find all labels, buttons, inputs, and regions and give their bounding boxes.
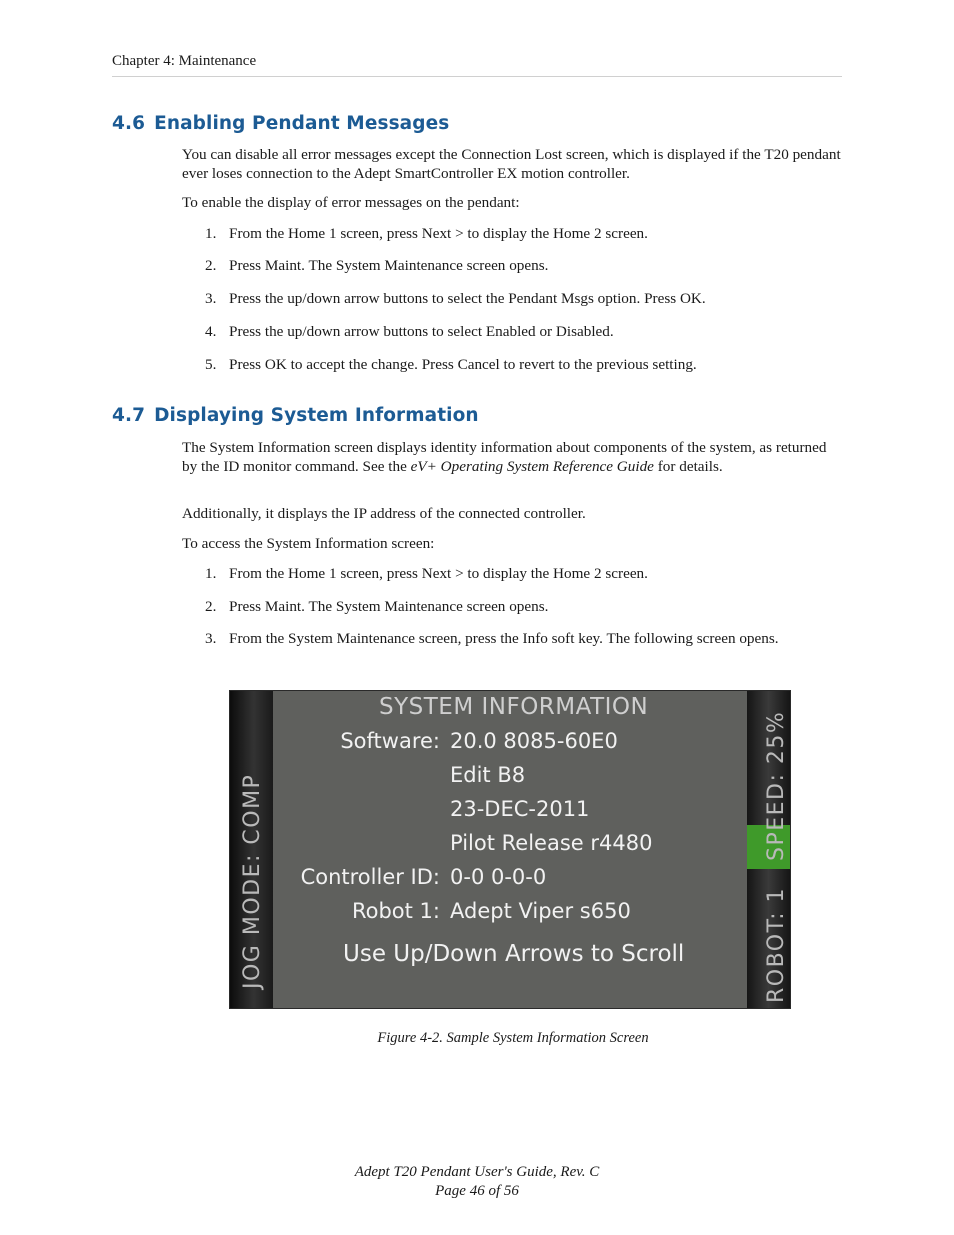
section-number: 4.6 <box>112 113 146 134</box>
step-text: Press Maint. The System Maintenance screen opens. <box>229 257 549 274</box>
step-number: 3. <box>205 290 217 307</box>
section-4-7-para2: Additionally, it displays the IP address of the connected controller. <box>182 505 586 522</box>
software-edit-value: Edit B8 <box>450 763 526 787</box>
intro-text: The System Information screen displays identity information about components of the system, as returned by the ID monitor command. See the <box>182 439 827 475</box>
software-value: 20.0 8085-60E0 <box>450 729 618 753</box>
step-number: 1. <box>205 565 217 582</box>
system-information-screen <box>229 690 791 1009</box>
step-number: 1. <box>205 225 217 242</box>
step-number: 3. <box>205 630 217 647</box>
speed-label: SPEED: 25% <box>764 710 789 861</box>
jog-mode-label: JOG MODE: COMP <box>240 773 265 989</box>
footer-page-number: Page 46 of 56 <box>435 1183 519 1199</box>
software-release-value: Pilot Release r4480 <box>450 831 653 855</box>
screen-title: SYSTEM INFORMATION <box>379 694 649 720</box>
section-4-6-lead: To enable the display of error messages on the pendant: <box>182 194 520 211</box>
robot-1-value: Adept Viper s650 <box>450 899 631 923</box>
step-number: 2. <box>205 257 217 274</box>
section-heading-4-7 <box>112 405 479 426</box>
step-number: 4. <box>205 323 217 340</box>
step-text: Press the up/down arrow buttons to select the Pendant Msgs option. Press OK. <box>229 290 706 307</box>
step-text: Press OK to accept the change. Press Cancel to revert to the previous setting. <box>229 356 697 373</box>
step-number: 2. <box>205 598 217 615</box>
step-text: From the Home 1 screen, press Next > to display the Home 2 screen. <box>229 225 648 242</box>
step-text: From the System Maintenance screen, press the Info soft key. The following screen opens. <box>229 630 779 647</box>
section-title: Enabling Pendant Messages <box>154 113 450 134</box>
intro-text-end: for details. <box>653 457 723 475</box>
section-number: 4.7 <box>112 405 146 426</box>
running-header: Chapter 4: Maintenance <box>112 53 257 69</box>
section-heading-4-6 <box>112 113 449 134</box>
controller-id-label: Controller ID: <box>300 865 440 889</box>
scroll-hint: Use Up/Down Arrows to Scroll <box>343 941 685 967</box>
step-text: Press Maint. The System Maintenance screen opens. <box>229 598 549 615</box>
section-4-7-lead: To access the System Information screen: <box>182 535 435 552</box>
software-date-value: 23-DEC-2011 <box>450 797 590 821</box>
step-text: Press the up/down arrow buttons to select Enabled or Disabled. <box>229 323 614 340</box>
figure-caption: Figure 4-2. Sample System Information Screen <box>377 1030 649 1046</box>
step-number: 5. <box>205 356 217 373</box>
step-text: From the Home 1 screen, press Next > to display the Home 2 screen. <box>229 565 648 582</box>
software-label: Software: <box>340 729 440 753</box>
robot-label: ROBOT: 1 <box>764 886 789 1003</box>
controller-id-value: 0-0 0-0-0 <box>450 865 547 889</box>
robot-1-label: Robot 1: <box>351 899 440 923</box>
section-4-7-intro <box>182 439 844 476</box>
section-title: Displaying System Information <box>154 405 479 426</box>
reference-guide-title: eV+ Operating System Reference Guide <box>410 457 654 475</box>
header-divider <box>112 76 842 77</box>
section-4-6-intro: You can disable all error messages except the Connection Lost screen, which is displayed if the T20 pendant ever loses connection to the Adept SmartController EX motion controller. <box>182 146 841 182</box>
footer-guide-title: Adept T20 Pendant User's Guide, Rev. C <box>354 1164 600 1180</box>
